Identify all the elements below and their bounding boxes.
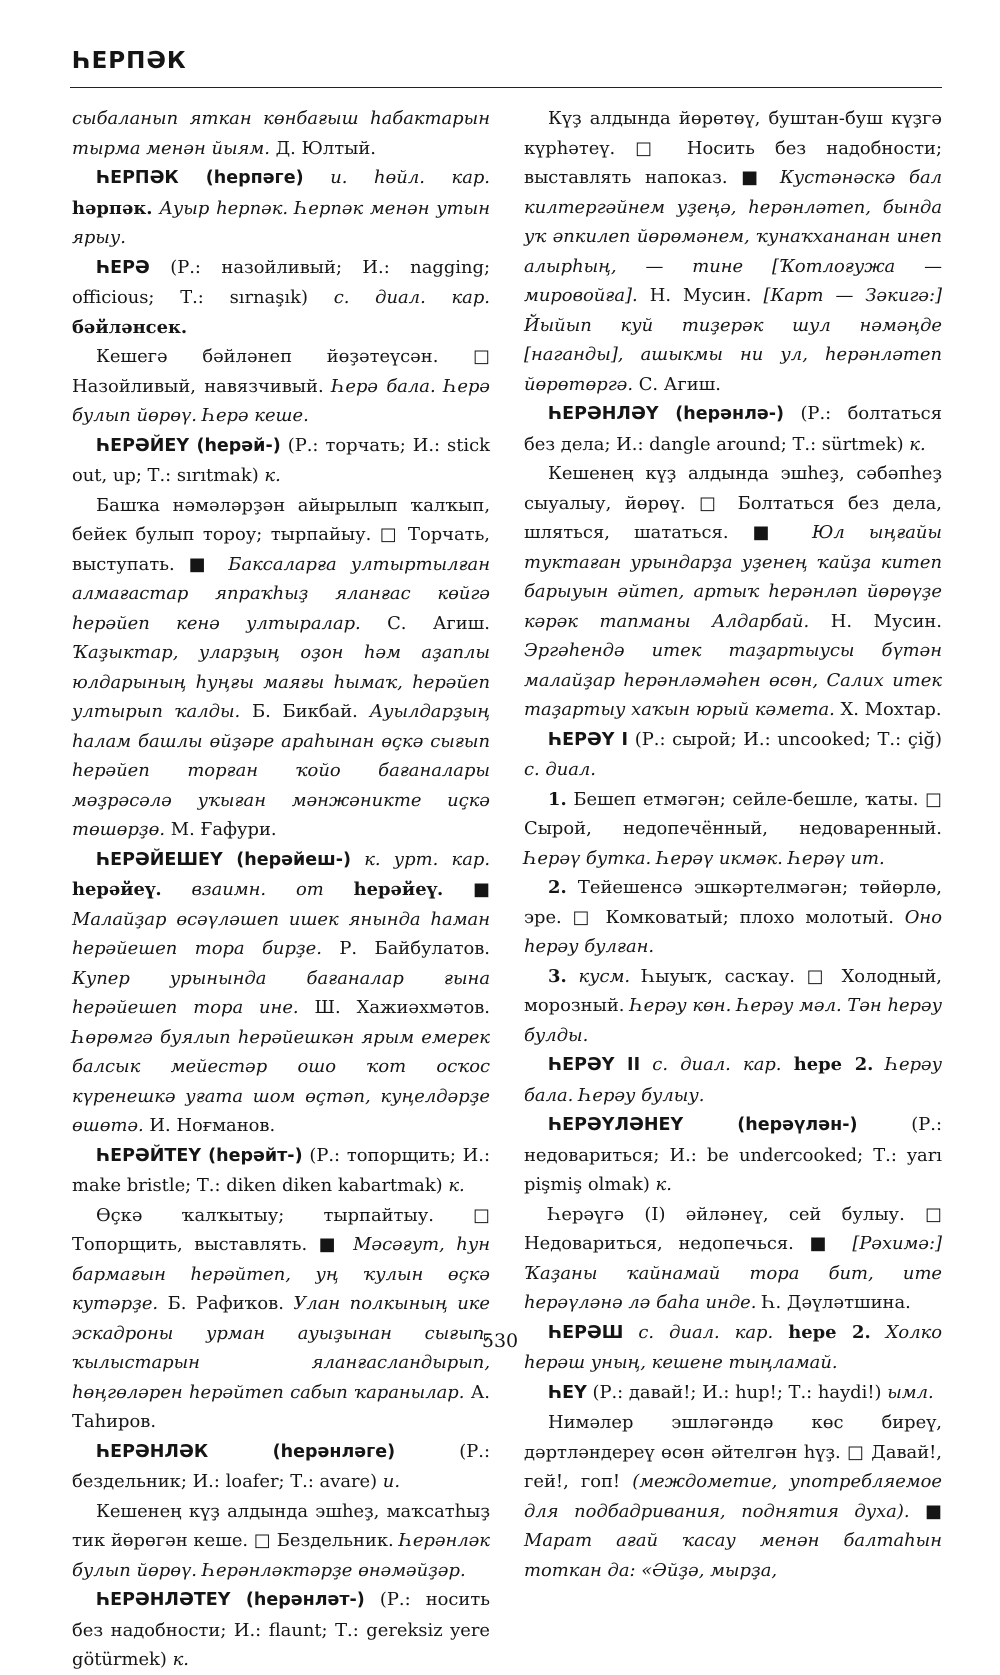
entry-definition: Күҙ алдында йөрөтөү, буштан-буш күҙгә күрһәтеү. □ Носить без надобности; выставлять напоказ. ■ Кустәнәскә бал килтергәйнем уҙеңә, һерәнләтеп, бында уҡ әпкилеп йөрөмәнем, ҡунаҡхананан инеп алырһың, — тине [Ҡотлоғужа — мировойға]. Н. Мусин. [Карт — Зәкигә:] Йыйып куй тиҙерәк шул нәмәңде [наганды], ашыкмы ни ул, һерәнләтеп йөрөтөргә. С. Агиш. xyxy=(524,108,942,395)
entry-definition: Кешенең күҙ алдында эшһеҙ, маҡсатһыҙ тик йөрөгән кеше. □ Бездельник. Һерәнләк булып йөрөү. Һерәнләктәрҙе өнәмәйҙәр. xyxy=(72,1500,490,1581)
running-head: ҺЕРПӘК xyxy=(72,48,187,74)
dictionary-entry: ҺЕРӘШ с. диал. кар. һере 2. Холко һерәш уның, кешене тыңламай. xyxy=(524,1321,943,1373)
entry-definition: 2. Тейешенсә эшкәртелмәгән; төйөрлө, эре. □ Комковатый; плохо молотый. Оно һерәу булған. xyxy=(524,877,942,957)
dictionary-entry: ҺЕРӘНЛӘҮ (һерәнлә-) (Р.: болтаться без дела; И.: dangle around; Т.: sürtmek) к. xyxy=(524,403,942,455)
entry-definition: Башҡа нәмәләрҙән айырылып ҡалҡып, бейек булып тороу; тырпайыу. □ Торчать, выступать. ■ Баксаларға ултыртылған алмағастар япраҡһыҙ яланғас көйгә һерәйеп кенә ултыралар. С. Агиш. Ҡаҙыктар, уларҙың оҙон һәм аҙаплы юлдарының һуңғы маяғы һымаҡ, һерәйеп ултырып ҡалды. Б. Бикбай. Ауылдарҙың һалам башлы өйҙәре араһынан өҫкә сығып һерәйеп торған ҡойо бағаналары мәҙрәсәлә уҡыған мәнжәникте иҫкә төшөрҙө. М. Ғафури. xyxy=(72,494,491,840)
dictionary-entry: ҺЕРӘҮ I (Р.: сырой; И.: uncooked; Т.: çiğ) с. диал. xyxy=(524,728,942,780)
dictionary-entry: ҺЕРӘҮ II с. диал. кар. һере 2. Һерәу бала. Һерәу булыу. xyxy=(524,1054,943,1106)
dictionary-entry: ҺЕҮ (Р.: давай!; И.: hup!; Т.: haydi!) ымл. xyxy=(548,1381,934,1403)
entry-definition: Нимәлер эшләгәндә көс биреү, дәртләндереү өсөн әйтелгән һүҙ. □ Давай!, гей!, гоп! (междометие, употребляемое для подбадривания, поднятия духа). ■ Марат ағай ҡасау менән балтаһын тоткан да: «Әйҙә, мырҙа, xyxy=(524,1412,943,1581)
page-number: 530 xyxy=(481,1330,519,1352)
header-rule xyxy=(70,87,942,88)
dictionary-entry: ҺЕРӘНЛӘК (һерәнләге) (Р.: бездельник; И.: loafer; Т.: avare) и. xyxy=(72,1440,490,1492)
entry-definition: 1. Бешеп етмәгән; сейле-бешле, ҡаты. □ Сырой, недопечённый, недоваренный. Һерәү бутка. Һерәү икмәк. Һерәү ит. xyxy=(524,788,942,869)
entry-definition: Һерәүгә (I) әйләнеү, сей булыу. □ Недовариться, недопечься. ■ [Рәхимә:] Ҡаҙаны ҡайнамай тора бит, ите һерәүләнә лә баһа инде. Һ. Дәүләтшина. xyxy=(524,1203,942,1313)
entry-definition: Кешегә бәйләнеп йөҙәтеүсән. □ Назойливый, навязчивый. Һерә бала. Һерә булып йөрөү. Һерә кеше. xyxy=(72,346,490,426)
entry-definition: Кешенең күҙ алдында эшһеҙ, сәбәпһеҙ сыуалыу, йөрөү. □ Болтаться без дела, шляться, шататься. ■ Юл ыңғайы туктаған урындарҙа уҙенең ҡайҙа китеп барыуын әйтеп, артыҡ һерәнләп йөрөүҙе кәрәк тапманы Алдарбай. Н. Мусин. Эргәһендә итек таҙартыусы бүтән малайҙар һерәнләмәһен өсөн, Салих итек таҙартыу хаҡын юрый кәмета. Х. Мохтар. xyxy=(524,463,943,720)
dictionary-entry: ҺЕРӘЙЕҮ (һерәй-) (Р.: торчать; И.: stick out, up; Т.: sırıtmak) к. xyxy=(72,434,490,486)
dictionary-entry: ҺЕРӘ (Р.: назойливый; И.: nagging; officious; Т.: sırnaşık) с. диал. кар. бәйләнсек. xyxy=(72,256,490,338)
dictionary-entry: ҺЕРПӘК (һерпәге) и. һөйл. кар. һәрпәк. Ауыр һерпәк. Һерпәк менән утын ярыу. xyxy=(72,167,490,248)
dictionary-entry: ҺЕРӘЙЕШЕҮ (һерәйеш-) к. урт. кар. һерәйеү. взаимн. от һерәйеү. ■ Малайҙар өсәүләшеп ишек янында һаман һерәйешеп тора бирҙе. Р. Байбулатов. Купер урынында бағаналар ғына һерәйешеп тора ине. Ш. Хажиәхмәтов. Һөрөмгә буялып һерәйешкән ярым емерек балсык мейестәр ошо ҡот осҡос күренешкә уғата шом өҫтәп, куңелдәрҙе өшөтә. И. Ноғманов. xyxy=(72,848,491,1136)
dictionary-entry: ҺЕРӘҮЛӘНЕҮ (һерәүлән-) (Р.: недовариться; И.: be undercooked; Т.: yarı pişmiş olmak) к. xyxy=(524,1114,942,1195)
right-column xyxy=(524,104,942,1585)
dictionary-entry: ҺЕРӘЙТЕҮ (һерәйт-) (Р.: топорщить; И.: make bristle; Т.: diken diken kabartmak) к. xyxy=(72,1144,490,1196)
dictionary-entry: ҺЕРӘНЛӘТЕҮ (һерәнләт-) (Р.: носить без надобности; И.: flaunt; Т.: gereksiz yere götürmek) к. xyxy=(72,1589,490,1670)
entry-definition: Өҫкә ҡалҡытыу; тырпайтыу. □ Топорщить, выставлять. ■ Мәсәғут, һун бармағын һерәйтеп, уң ҡулын өҫкә кутәрҙе. Б. Рафиҡов. Улан полкының ике эскадроны урман ауыҙынан сығып, ҡылыстарын яланғасландырып, һөңгөләрен һерәйтеп сабып ҡаранылар. А. Таһиров. xyxy=(72,1204,490,1432)
left-column xyxy=(72,104,490,1675)
entry-continuation: сыбаланып яткан көнбағыш һабактарын тырма менән йыям. Д. Юлтый. xyxy=(72,108,490,159)
entry-definition: 3. кусм. Һыуыҡ, сасҡау. □ Холодный, морозный. Һерәу көн. Һерәу мәл. Тән һерәу булды. xyxy=(524,965,942,1046)
